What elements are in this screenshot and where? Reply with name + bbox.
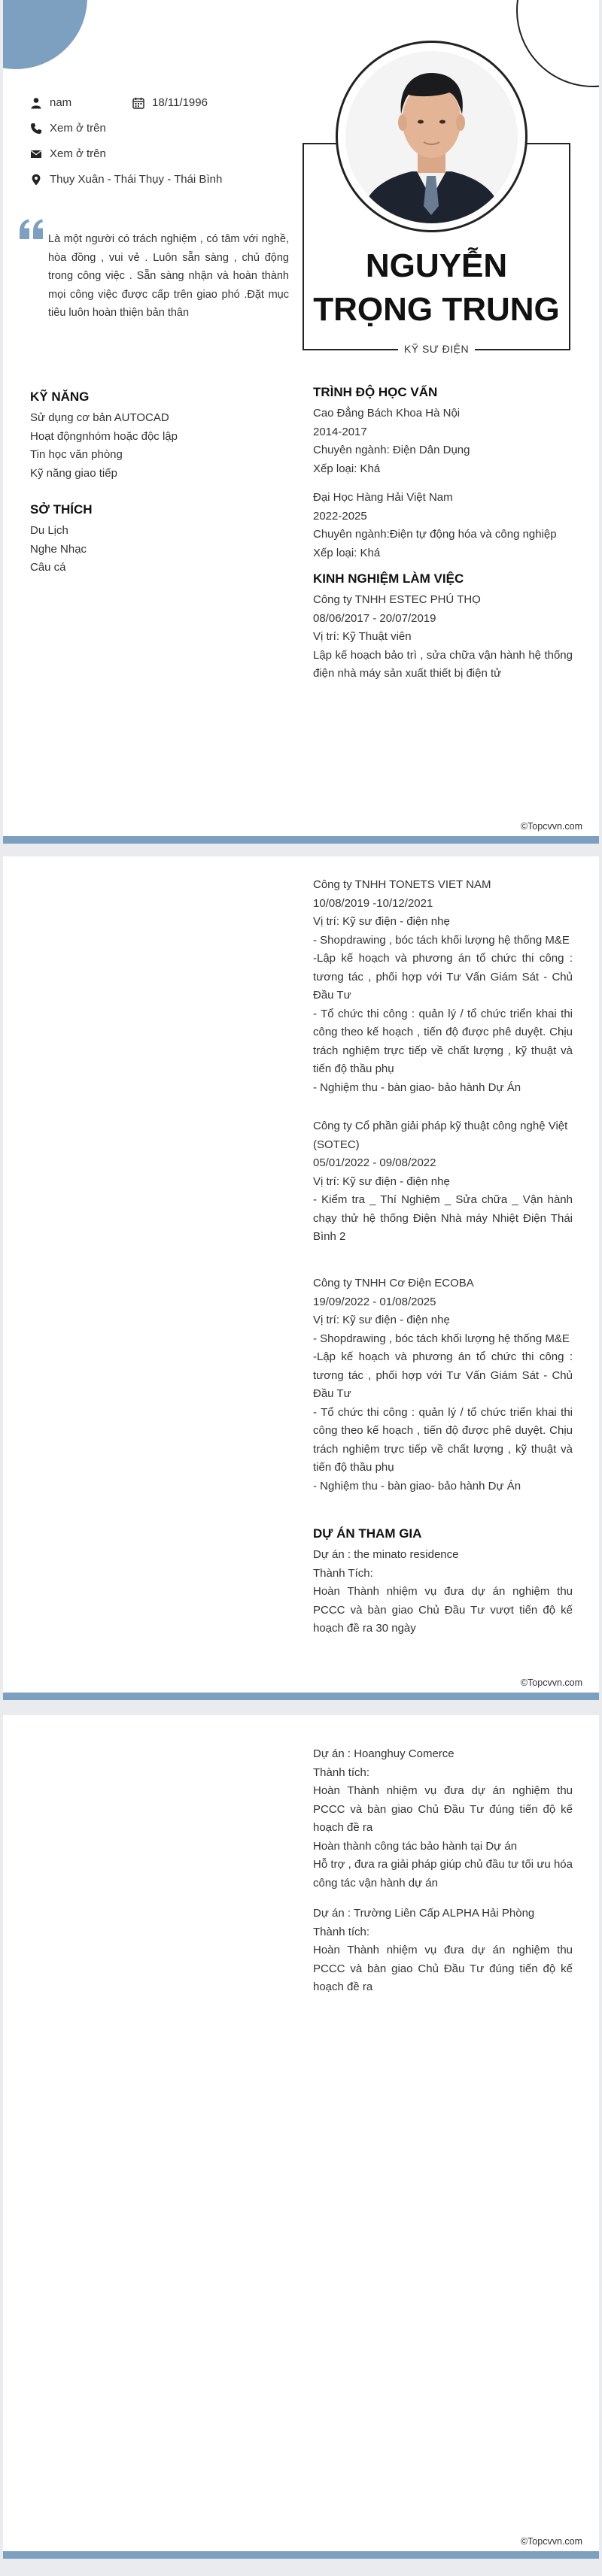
- achievement-label: Thành Tích:: [313, 1566, 373, 1580]
- achievement-item: Hoàn Thành nhiệm vụ đưa dự án nghiệm thu PCCC và bàn giao Chủ Đầu Tư vượt tiến độ kế hoạch đề ra 30 ngày: [313, 1585, 573, 1635]
- decorative-circle-top-right: [516, 0, 599, 87]
- gender-value: nam: [50, 96, 72, 109]
- work-period: 10/08/2019 -10/12/2021: [313, 896, 433, 910]
- work-duty: - Shopdrawing , bóc tách khối lượng hệ thống M&E: [313, 1332, 570, 1345]
- work-duty: - Kiểm tra _ Thí Nghiệm _ Sửa chữa _ Vận hành chạy thử hệ thống Điện Nhà máy Nhiệt Điện Thái Bình 2: [313, 1193, 573, 1243]
- work-position: Vị trí: Kỹ sư điện - điện nhẹ: [313, 1314, 450, 1326]
- address-value: Thụy Xuân - Thái Thụy - Thái Bình: [50, 173, 223, 186]
- footer-credit: ©Topcvvn.com: [520, 821, 582, 832]
- study-grade: Xếp loại: Khá: [313, 546, 381, 559]
- list-item: Kỹ năng giao tiếp: [30, 466, 117, 480]
- calendar-icon: [132, 97, 144, 109]
- list-item: Câu cá: [30, 561, 66, 574]
- work-position: Vị trí: Kỹ Thuật viên: [313, 630, 412, 643]
- work-description: Lập kế hoạch bảo trì , sửa chữa vận hành hệ thống điện nhà máy sản xuất thiết bị điện tử: [313, 648, 573, 680]
- list-item: Tin học văn phòng: [30, 448, 123, 461]
- name-line-1: NGUYỄN: [365, 247, 508, 284]
- email-value: Xem ở trên: [50, 147, 106, 160]
- list-item: Sử dụng cơ bản AUTOCAD: [30, 411, 169, 424]
- full-name: [303, 244, 570, 332]
- work-period: 19/09/2022 - 01/08/2025: [313, 1295, 436, 1308]
- company-name: Công ty TNHH Cơ Điện ECOBA: [313, 1277, 474, 1290]
- work-duty: -Lập kế hoạch và phương án tổ chức thi công : tương tác , phối hợp với Tư Vấn Giám Sát - Chủ Đầu Tư: [313, 1350, 573, 1400]
- gender-row: [30, 96, 71, 109]
- phone-value: Xem ở trên: [50, 122, 106, 135]
- footer-credit: ©Topcvvn.com: [520, 2536, 582, 2547]
- name-line-2: TRỌNG TRUNG: [313, 291, 560, 328]
- mail-icon: [30, 148, 42, 160]
- education-entry-1: [313, 405, 584, 478]
- work-position: Vị trí: Kỹ sư điện - điện nhẹ: [313, 915, 450, 928]
- location-pin-icon: [30, 174, 42, 186]
- work-period: 08/06/2017 - 20/07/2019: [313, 611, 436, 625]
- company-name: Công ty TNHH ESTEC PHÚ THỌ: [313, 593, 481, 606]
- work-position: Vị trí: Kỹ sư điện - điện nhẹ: [313, 1174, 450, 1188]
- achievement-item: Hoàn Thành nhiệm vụ đưa dự án nghiệm thu PCCC và bàn giao Chủ Đầu Tư đúng tiến độ kế hoạch đề ra: [313, 1784, 573, 1834]
- project-entry-3: [313, 1905, 573, 1997]
- skills-title: KỸ NĂNG: [30, 389, 90, 404]
- footer-bar: [3, 1693, 599, 1700]
- project-entry-1: [313, 1546, 573, 1638]
- work-duty: -Lập kế hoạch và phương án tổ chức thi công : tương tác , phối hợp với Tư Vấn Giám Sát - Chủ Đầu Tư: [313, 952, 573, 1002]
- phone-row: [30, 122, 106, 135]
- experience-entry-4: [313, 1274, 573, 1496]
- list-item: Nghe Nhạc: [30, 542, 87, 556]
- project-name: Dự án : the minato residence: [313, 1548, 459, 1561]
- work-duty: - Shopdrawing , bóc tách khối lượng hệ thống M&E: [313, 933, 570, 947]
- career-objective: Là một người có trách nghiệm , có tâm với nghề, hòa đồng , vui vẻ . Luôn sẵn sàng , chủ động trong công việc . Sẵn sàng nhận và hoàn thành mọi công việc được cấp trên giao phó .Đặt mục tiêu luôn hoàn thiện bản thân: [48, 233, 289, 319]
- experience-title: KINH NGHIỆM LÀM VIỆC: [313, 571, 464, 586]
- project-name: Dự án : Trường Liên Cấp ALPHA Hải Phòng: [313, 1907, 535, 1920]
- person-icon: [30, 97, 42, 109]
- school-name: Đại Học Hàng Hải Việt Nam: [313, 491, 453, 504]
- study-major: Chuyên ngành: Điện Dân Dụng: [313, 444, 470, 456]
- project-entry-2: [313, 1745, 573, 1893]
- study-period: 2022-2025: [313, 509, 367, 523]
- list-item: Du Lịch: [30, 524, 68, 537]
- achievement-item: Hoàn Thành nhiệm vụ đưa dự án nghiệm thu PCCC và bàn giao Chủ Đầu Tư đúng tiến độ kế hoạch đề ra: [313, 1944, 573, 1993]
- achievement-item: Hoàn thành công tác bảo hành tại Dự án: [313, 1839, 518, 1853]
- profile-photo: [345, 51, 518, 223]
- work-duty: - Tổ chức thi công : quản lý / tổ chức triển khai thi công theo kế hoạch , tiến độ được phê duyệt. Chịu trách nghiệm trực tiếp về chất lượng , kỹ thuật và tiến độ thầu phụ: [313, 1405, 573, 1474]
- quote-icon: [18, 218, 45, 241]
- list-item: Hoạt độngnhóm hoặc độc lập: [30, 429, 178, 443]
- skills-list: [30, 409, 178, 483]
- achievement-label: Thành tích:: [313, 1765, 370, 1779]
- footer-credit: ©Topcvvn.com: [520, 1677, 582, 1688]
- phone-icon: [30, 123, 42, 135]
- study-period: 2014-2017: [313, 425, 367, 438]
- project-name: Dự án : Hoanghuy Comerce: [313, 1747, 455, 1760]
- job-title-wrap: [303, 343, 570, 356]
- work-duty: - Nghiệm thu - bàn giao- bảo hành Dự Án: [313, 1080, 521, 1094]
- footer-bar: [3, 2551, 599, 2559]
- cv-page-1: [3, 0, 599, 844]
- company-name: Công ty Cổ phần giải pháp kỹ thuật công nghệ Việt (SOTEC): [313, 1120, 568, 1151]
- study-major: Chuyên ngành:Điện tự động hóa và công nghiệp: [313, 528, 557, 541]
- achievement-item: Hỗ trợ , đưa ra giải pháp giúp chủ đầu tư tối ưu hóa công tác vận hành dự án: [313, 1858, 573, 1890]
- experience-entry-3: [313, 1117, 573, 1247]
- work-duty: - Tổ chức thi công : quản lý / tổ chức triển khai thi công theo kế hoạch , tiến độ được phê duyệt. Chịu trách nghiệm trực tiếp về chất lượng , kỹ thuật và tiến độ thầu phụ: [313, 1007, 573, 1075]
- job-title: KỸ SƯ ĐIỆN: [398, 343, 475, 355]
- education-title: TRÌNH ĐỘ HỌC VẤN: [313, 385, 438, 399]
- company-name: Công ty TNHH TONETS VIET NAM: [313, 878, 491, 891]
- school-name: Cao Đẳng Bách Khoa Hà Nội: [313, 407, 461, 420]
- dob-value: 18/11/1996: [152, 96, 208, 109]
- study-grade: Xếp loại: Khá: [313, 462, 381, 475]
- experience-entry-2: [313, 876, 573, 1097]
- decorative-circle-top-left: [3, 0, 87, 69]
- cv-page-2: [3, 856, 599, 1700]
- portrait-image: [345, 51, 518, 223]
- work-duty: - Nghiệm thu - bàn giao- bảo hành Dự Án: [313, 1479, 521, 1493]
- achievement-label: Thành tích:: [313, 1925, 370, 1938]
- footer-bar: [3, 836, 599, 844]
- dob-row: [132, 96, 208, 109]
- education-entry-2: [313, 489, 584, 562]
- hobbies-title: SỞ THÍCH: [30, 502, 93, 517]
- hobbies-list: [30, 522, 87, 577]
- email-row: [30, 147, 106, 160]
- projects-title: DỰ ÁN THAM GIA: [313, 1526, 422, 1541]
- cv-page-3: [3, 1715, 599, 2559]
- work-period: 05/01/2022 - 09/08/2022: [313, 1156, 436, 1169]
- experience-entry-1: [313, 591, 573, 683]
- address-row: [30, 173, 222, 186]
